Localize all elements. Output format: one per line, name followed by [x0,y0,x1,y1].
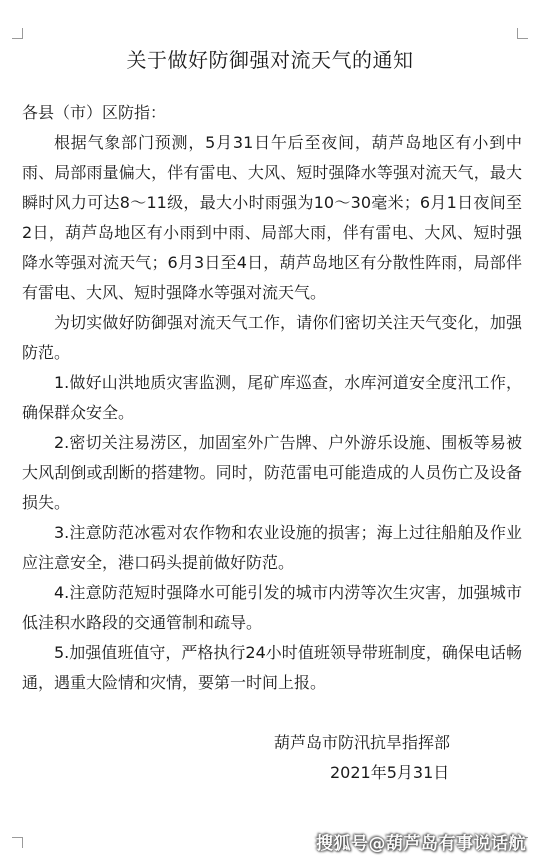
list-item-3: 3.注意防范冰雹对农作物和农业设施的损害；海上过往船舶及作业应注意安全，港口码头提前做好防范。 [22,523,522,572]
issuer-name: 葫芦岛市防汛抗旱指挥部 [274,733,451,752]
list-item-1: 1.做好山洪地质灾害监测，尾矿库巡查，水库河道安全度汛工作，确保群众安全。 [22,373,522,422]
list-item-4: 4.注意防范短时强降水可能引发的城市内涝等次生灾害，加强城市低洼积水路段的交通管制和疏导。 [22,583,522,632]
corner-mark-bottom-left [12,837,23,848]
paragraph-instruction: 为切实做好防御强对流天气工作，请你们密切关注天气变化，加强防范。 [22,313,522,362]
list-item-5: 5.加强值班值守，严格执行24小时值班领导带班制度，确保电话畅通，遇重大险情和灾情，要第一时间上报。 [22,643,522,692]
corner-mark-top-right [517,28,528,39]
signature-block [274,728,450,788]
paragraph-forecast: 根据气象部门预测，5月31日午后至夜间，葫芦岛地区有小到中雨、局部雨量偏大，伴有雷电、大风、短时强降水等强对流天气，最大瞬时风力可达8～11级，最大小时雨强为10～30毫米；6月1日夜间至2日，葫芦岛地区有小雨到中雨、局部大雨，伴有雷电、大风、短时强降水等强对流天气；6月3日至4日，葫芦岛地区有分散性阵雨，局部伴有雷电、大风、短时强降水等强对流天气。 [22,133,522,302]
salutation: 各县（市）区防指： [22,103,167,122]
issue-date: 2021年5月31日 [330,763,450,782]
watermark-text: 搜狐号@葫芦岛有事说话航 [316,834,526,854]
corner-mark-top-left [12,28,23,39]
document-title: 关于做好防御强对流天气的通知 [126,48,414,72]
document-body [22,98,522,698]
list-item-2: 2.密切关注易涝区，加固室外广告牌、户外游乐设施、围板等易被大风刮倒或刮断的搭建物。同时，防范雷电可能造成的人员伤亡及设备损失。 [22,433,522,512]
